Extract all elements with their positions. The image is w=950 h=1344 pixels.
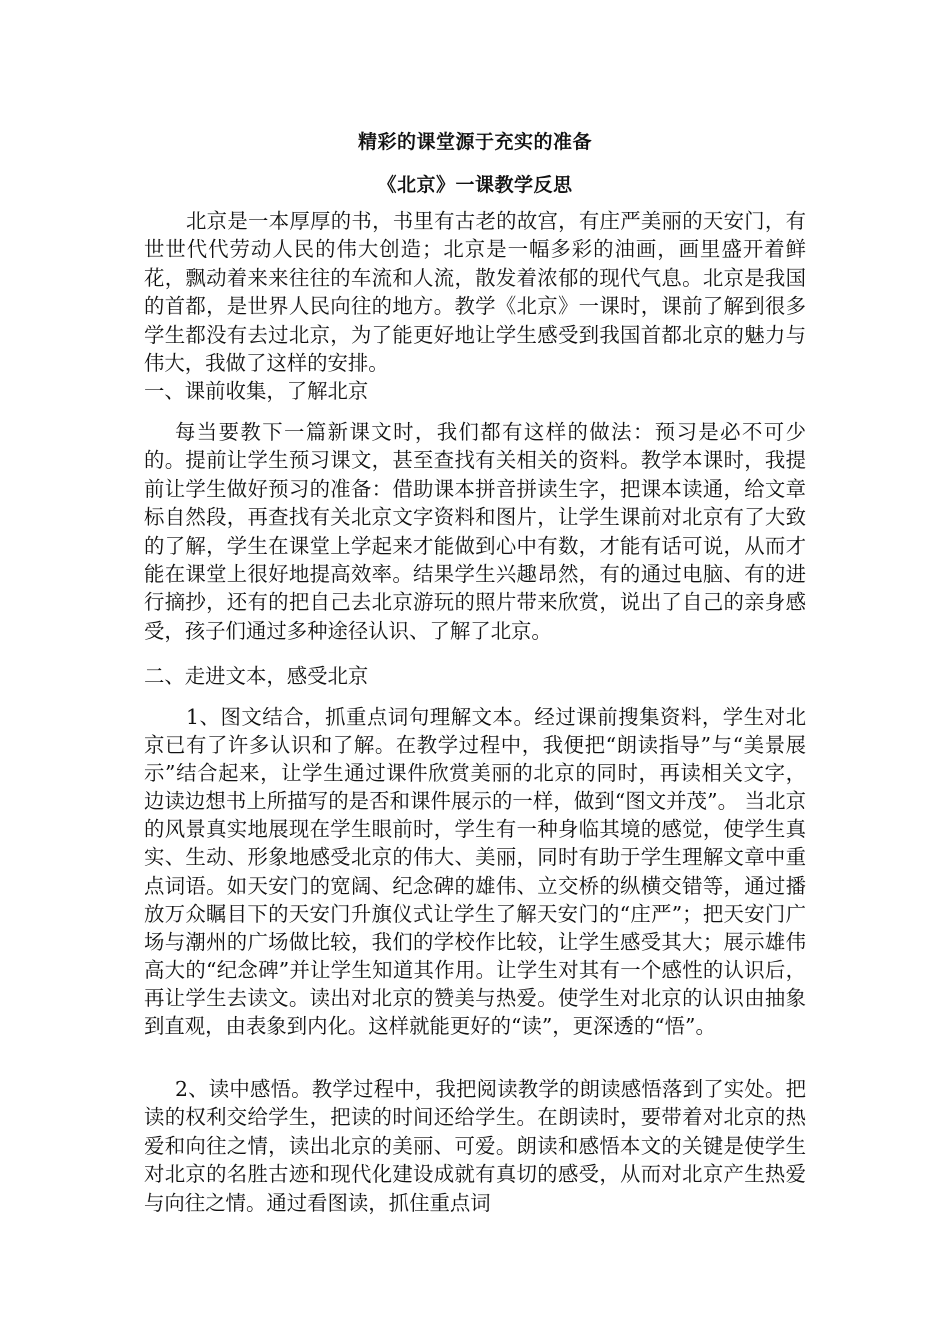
section-1-paragraph: 每当要教下一篇新课文时，我们都有这样的做法：预习是必不可少的。提前让学生预习课文，甚至查找有关相关的资料。教学本课时，我提前让学生做好预习的准备：借助课本拼音拼读生字，把课本读通，给文章标自然段，再查找有关北京文字资料和图片，让学生课前对北京有了大致的了解，学生在课堂上学起来才能做到心中有数，才能有话可说，从而才能在课堂上很好地提高效率。结果学生兴趣昂然，有的通过电脑、有的进行摘抄，还有的把自己去北京游玩的照片带来欣赏，说出了自己的亲身感受，孩子们通过多种途径认识、了解了北京。 [144, 420, 806, 643]
section-2-paragraph-1: 1、图文结合，抓重点词句理解文本。经过课前搜集资料，学生对北京已有了许多认识和了解。在教学过程中，我便把“朗读指导”与“美景展示”结合起来，让学生通过课件欣赏美丽的北京的同时，再读相关文字，边读边想书上所描写的是否和课件展示的一样，做到“图文并茂”。 当北京的风景真实地展现在学生眼前时，学生有一种身临其境的感觉，使学生真实、生动、形象地感受北京的伟大、美丽，同时有助于学生理解文章中重点词语。如天安门的宽阔、纪念碑的雄伟、立交桥的纵横交错等，通过播放万众瞩目下的天安门升旗仪式让学生了解天安门的“庄严”；把天安门广场与潮州的广场做比较，我们的学校作比较，让学生感受其大；展示雄伟高大的“纪念碑”并让学生知道其作用。让学生对其有一个感性的认识后，再让学生去读文。读出对北京的赞美与热爱。使学生对北京的认识由抽象到直观，由表象到内化。这样就能更好的“读”，更深透的“悟”。 [144, 705, 806, 1039]
section-2-paragraph-2: 2、读中感悟。教学过程中，我把阅读教学的朗读感悟落到了实处。把读的权利交给学生，把读的时间还给学生。在朗读时，要带着对北京的热爱和向往之情，读出北京的美丽、可爱。朗读和感悟本文的关键是使学生对北京的名胜古迹和现代化建设成就有真切的感受，从而对北京产生热爱与向往之情。通过看图读，抓住重点词 [144, 1077, 806, 1215]
document-title: 精彩的课堂源于充实的准备 [357, 131, 592, 153]
intro-paragraph: 北京是一本厚厚的书，书里有古老的故宫，有庄严美丽的天安门，有世世代代劳动人民的伟大创造；北京是一幅多彩的油画，画里盛开着鲜花，飘动着来来往往的车流和人流，散发着浓郁的现代气息。北京是我国的首都，是世界人民向往的地方。教学《北京》一课时，课前了解到很多学生都没有去过北京，为了能更好地让学生感受到我国首都北京的魅力与伟大，我做了这样的安排。 [144, 209, 806, 376]
document-subtitle: 《北京》一课教学反思 [377, 174, 573, 196]
section-heading-2: 二、走进文本，感受北京 [144, 664, 369, 688]
section-heading-1: 一、课前收集，了解北京 [144, 379, 369, 403]
